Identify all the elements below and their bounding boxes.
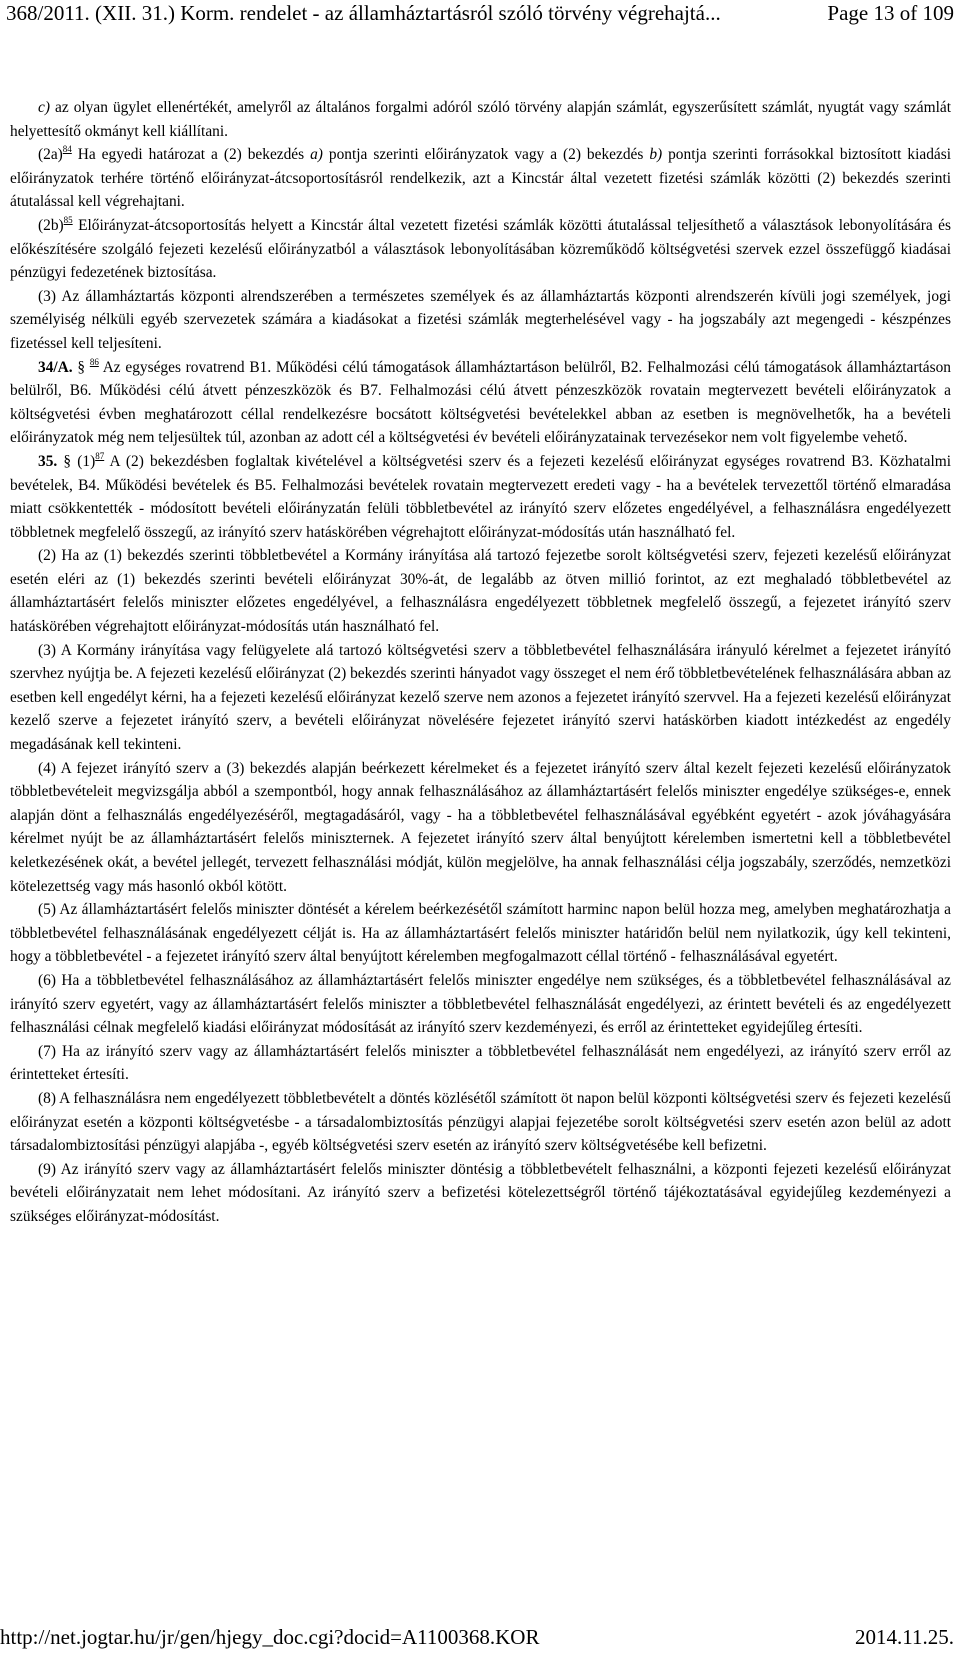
section-34a	[10, 356, 951, 450]
section-mark: § (1)	[57, 452, 96, 470]
footnote-ref-link[interactable]: 87	[95, 450, 105, 461]
point-ref: a)	[310, 146, 323, 164]
paragraph-35-5: (5) Az államháztartásért felelős miniszter döntését a kérelem beérkezésétől számított harminc napon belül hozza meg, amelyben meghatározhatja a többletbevétel felhasználásának engedélyezett célját is. Ha az államháztartásért felelős miniszter határidőn belül nem nyilatkozik, úgy kell tekinteni, hogy a többletbevétel - a fejezetet irányító szerv által benyújtott kérelemben megfogalmazott céllal történő - felhasználásával egyetért.	[10, 901, 951, 966]
footnote-ref-link[interactable]: 85	[63, 214, 73, 225]
point-label: c)	[38, 99, 50, 116]
section-number: 35.	[38, 452, 58, 470]
paragraph-c	[10, 96, 951, 143]
paragraph-35-4: (4) A fejezet irányító szerv a (3) bekezdés alapján beérkezett kérelmeket és a fejezetet irányító szerv által kezelt fejezeti kezelésű előirányzatok többletbevételeit megvizsgálja abból a szempontból, hogy annak felhasználásához az államháztartásért felelős miniszter engedélye szükséges-e, ennek alapján dönt a felhasználás engedélyezéséről, megtagadásáról, vagy - ha a többletbevétel felhasználásával egyébként egyetért - azok jóváhagyására kérelmet nyújt be az államháztartásért felelős miniszternek. A fejezetet irányító szerv által benyújtott kérelemben ismertetni kell a többletbevétel keletkezésének okát, a bevétel jellegét, tervezett felhasználási módját, külön megjelölve, ha annak felhasználási célja jogszabály, szerződés, nemzetközi kötelezettség vagy más hasonló okból kötött.	[10, 759, 951, 895]
paragraph-2a	[10, 143, 951, 214]
paragraph-text: pontja szerinti előirányzatok vagy a (2) bekezdés	[322, 146, 650, 164]
document-body	[10, 96, 951, 1229]
paragraph-35-2: (2) Ha az (1) bekezdés szerinti többletbevétel a Kormány irányítása alá tartozó fejezetbe sorolt költségvetési szerv, fejezeti kezelésű előirányzat esetén eléri az (1) bekezdés szerinti bevételi előirányzat 30%-át, de legalább az ötven millió forintot, az ezt meghaladó többletbevétel az államháztartásért felelős miniszter előzetes engedélyével, a felhasználásra engedélyezett többletnek megfelelő összegű, a fejezetet irányító szerv hatáskörében végrehajtott előirányzat-módosítás után használható fel.	[10, 547, 951, 636]
paragraph-number: (2b)	[38, 216, 64, 234]
paragraph-text: A (2) bekezdésben foglaltak kivételével a költségvetési szerv és a fejezeti kezelésű előirányzat egységes rovatrend B3. Közhatalmi bevételek, B4. Működési bevételek és B5. Felhalmozási bevételek rovatain megtervezett eredeti vagy - ha a bevételek tervezettől történő elmaradása miatt csökkentették - módosított bevételi előirányzatán felüli többletbevétel az irányító szerv előzetes engedélyével, a felhasználásra engedélyezett többletnek megfelelő összegű, az irányító szerv hatáskörében végrehajtott előirányzat-módosítás után használható fel.	[10, 452, 951, 541]
header-document-title: 368/2011. (XII. 31.) Korm. rendelet - az államháztartásról szóló törvény végrehajtá...	[6, 1, 721, 25]
paragraph-number: (2a)	[38, 146, 63, 164]
paragraph-text: Előirányzat-átcsoportosítás helyett a Kincstár által vezetett fizetési számlák közötti átutalással teljesíthető a választások lebonyolítására és előkészítésére szolgáló fejezeti kezelésű előirányzatból a választások lebonyolításában közreműködő költségvetési szervek ezzel összefüggő kiadásai pénzügyi fedezetének biztosítása.	[10, 216, 951, 282]
point-ref: b)	[649, 146, 663, 164]
paragraph-text: az olyan ügylet ellenértékét, amelyről az általános forgalmi adóról szóló törvény alapján számlát, egyszerűsített számlát, nyugtát vagy számlát helyettesítő okmányt kell kiállítani.	[10, 99, 951, 140]
paragraph-35-7: (7) Ha az irányító szerv vagy az államháztartásért felelős miniszter a többletbevétel felhasználását nem engedélyezi, az irányító szerv erről az érintetteket értesíti.	[10, 1042, 951, 1084]
paragraph-text: Ha egyedi határozat a (2) bekezdés	[71, 146, 311, 164]
paragraph-35-8: (8) A felhasználásra nem engedélyezett többletbevételt a döntés közlésétől számított öt napon belül központi költségvetési szerv és fejezeti kezelésű előirányzat esetén a központi költségvetésbe - a társadalombiztosítás pénzügyi alapjai fejezetébe sorolt költségvetési szerv esetén azon belül az adott társadalombiztosítási pénzügyi alapjába -, egyéb költségvetési szerv esetén az irányító szerv költségvetésébe kell befizetni.	[10, 1089, 951, 1155]
page-header	[6, 0, 954, 26]
paragraph-text: pontja szerinti forrásokkal biztosított kiadási előirányzatok terhére történő előirányzat-átcsoportosításról rendelkezik, azt a Kincstár által vezetett fizetési számlák közötti (2) bekezdés szerinti átutalással kell végrehajtani.	[10, 146, 951, 211]
section-number: 34/A.	[38, 358, 73, 376]
section-35	[10, 450, 951, 544]
paragraph-2b	[10, 214, 951, 285]
section-mark: §	[72, 358, 90, 376]
paragraph-3: (3) Az államháztartás központi alrendszerében a természetes személyek és az államháztartás központi alrendszerén kívüli jogi személyek, jogi személyiség nélküli egyéb szervezetek számára a kiadásokat a fizetési számlák megterhelésével vagy - ha jogszabály azt megengedi - készpénzes fizetéssel kell teljesíteni.	[10, 287, 951, 352]
footnote-ref-link[interactable]: 86	[89, 356, 99, 367]
page-footer	[0, 1624, 954, 1650]
footer-date: 2014.11.25.	[855, 1625, 954, 1649]
paragraph-35-9: (9) Az irányító szerv vagy az államháztartásért felelős miniszter döntésig a többletbevételt felhasználni, a központi fejezeti kezelésű előirányzat bevételi előirányzatait nem lehet módosítani. Az irányító szerv a befizetési kötelezettségről történő tájékoztatásával egyidejűleg kezdeményezi a szükséges előirányzat-módosítást.	[10, 1160, 951, 1225]
paragraph-35-6: (6) Ha a többletbevétel felhasználásához az államháztartásért felelős miniszter engedélye nem szükséges, és a többletbevétel felhasználásával az irányító szerv egyetért, vagy az államháztartásért felelős miniszter a többletbevétel felhasználását engedélyezi, az érintett bevételi és az engedélyezett felhasználási célnak megfelelő kiadási előirányzat módosítását az irányító szerv kezdeményezi, és erről az érintetteket egyidejűleg értesíti.	[10, 971, 951, 1037]
footer-url[interactable]: http://net.jogtar.hu/jr/gen/hjegy_doc.cgi?docid=A1100368.KOR	[0, 1625, 540, 1649]
footnote-ref-link[interactable]: 84	[62, 144, 72, 155]
paragraph-35-3: (3) A Kormány irányítása vagy felügyelete alá tartozó költségvetési szerv a többletbevétel felhasználására irányuló kérelmet a fejezetet irányító szervhez nyújtja be. A fejezeti kezelésű előirányzat (2) bekezdés szerinti hányadot vagy összeget el nem érő többletbevételének felhasználására abban az esetben kell engedélyt kérni, ha a fejezeti kezelésű előirányzat kezelő szerve nem azonos a fejezetet irányító szervvel. Ha a fejezeti kezelésű előirányzat kezelő szerve a fejezetet irányító szerv, a bevételi előirányzat növelésére fejezetet irányító szervi hatáskörben kiadott intézkedést az engedély megadásának kell tekinteni.	[10, 641, 951, 754]
header-page-number: Page 13 of 109	[827, 1, 954, 25]
paragraph-text: Az egységes rovatrend B1. Működési célú támogatások államháztartáson belülről, B2. Felhalmozási célú támogatások államháztartáson belülről, B6. Működési célú átvett pénzeszközök és B7. Felhalmozási célú átvett pénzeszközök rovatain megtervezett bevételi előirányzatok a költségvetési évben meghatározott céllal rendelkezésre bocsátott költségvetési bevételekkel abban az esetben is megnövelhetők, ha a bevételi előirányzatok még nem teljesültek túl, azonban az adott cél a költségvetési év bevételi előirányzatainak tervezésekor nem volt figyelembe vehető.	[10, 358, 952, 447]
